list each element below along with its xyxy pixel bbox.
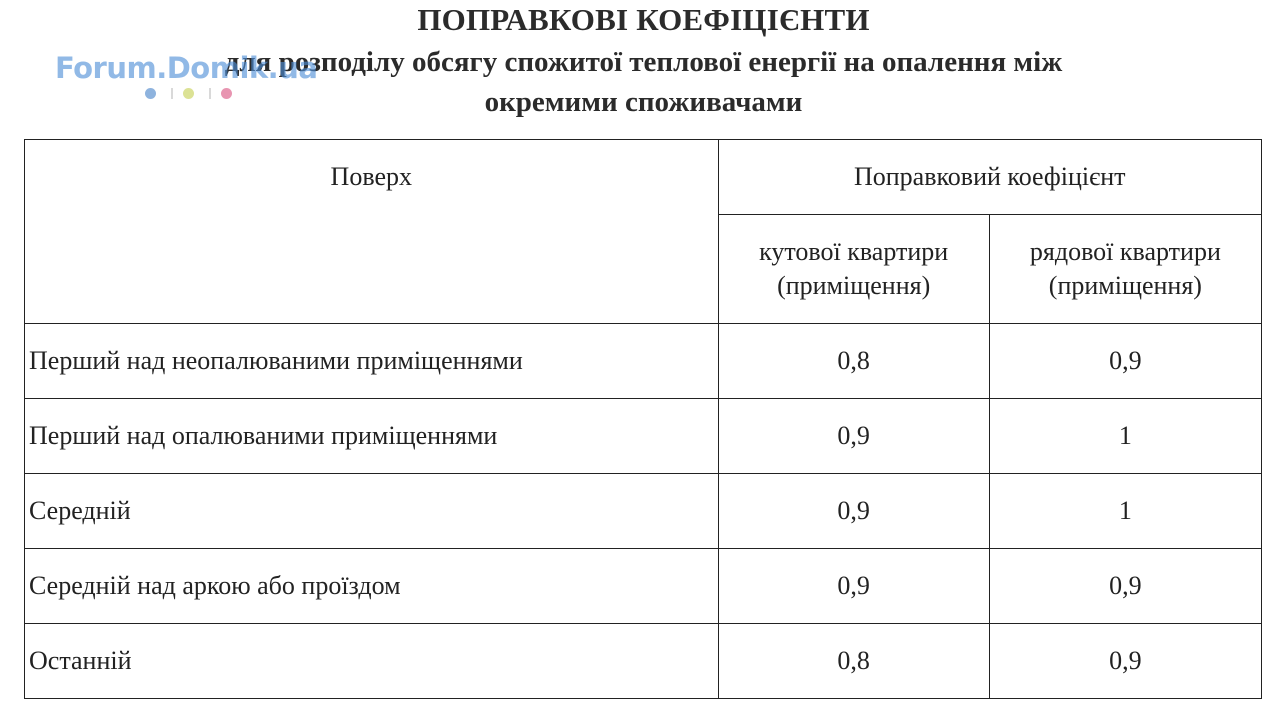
header-row-line1: рядової квартири xyxy=(1029,237,1221,266)
corner-coefficient-cell: 0,8 xyxy=(718,324,989,399)
row-coefficient-cell: 1 xyxy=(989,474,1261,549)
title-main: ПОПРАВКОВІ КОЕФІЦІЄНТИ xyxy=(417,2,870,37)
coefficients-table xyxy=(24,139,1262,699)
corner-coefficient-cell: 0,9 xyxy=(718,549,989,624)
corner-coefficient-cell: 0,9 xyxy=(718,474,989,549)
floor-cell: Перший над неопалюваними приміщеннями xyxy=(25,324,719,399)
row-coefficient-cell: 1 xyxy=(989,399,1261,474)
watermark-text: Forum.Domik.ua xyxy=(55,51,318,85)
corner-coefficient-cell: 0,9 xyxy=(718,399,989,474)
header-floor: Поверх xyxy=(25,140,719,324)
corner-coefficient-cell: 0,8 xyxy=(718,624,989,699)
header-corner-line2: (приміщення) xyxy=(777,271,931,300)
row-coefficient-cell: 0,9 xyxy=(989,624,1261,699)
header-row-line2: (приміщення) xyxy=(1048,271,1202,300)
table-row xyxy=(25,474,1262,549)
floor-cell: Середній xyxy=(25,474,719,549)
table-row xyxy=(25,399,1262,474)
title-subtitle-line2: окремими споживачами xyxy=(484,86,803,118)
floor-cell: Середній над аркою або проїздом xyxy=(25,549,719,624)
header-corner-line1: кутової квартири xyxy=(759,237,949,266)
table-row xyxy=(25,549,1262,624)
floor-cell: Перший над опалюваними приміщеннями xyxy=(25,399,719,474)
header-corner-apartment xyxy=(718,215,989,324)
floor-cell: Останній xyxy=(25,624,719,699)
table-row xyxy=(25,624,1262,699)
row-coefficient-cell: 0,9 xyxy=(989,324,1261,399)
table-row xyxy=(25,324,1262,399)
table-header-row xyxy=(25,140,1262,215)
header-coefficient: Поправковий коефіцієнт xyxy=(718,140,1261,215)
header-row-apartment xyxy=(989,215,1261,324)
row-coefficient-cell: 0,9 xyxy=(989,549,1261,624)
title-subtitle-line1: для розподілу обсягу спожитої теплової енергії на опалення між xyxy=(224,46,1063,78)
